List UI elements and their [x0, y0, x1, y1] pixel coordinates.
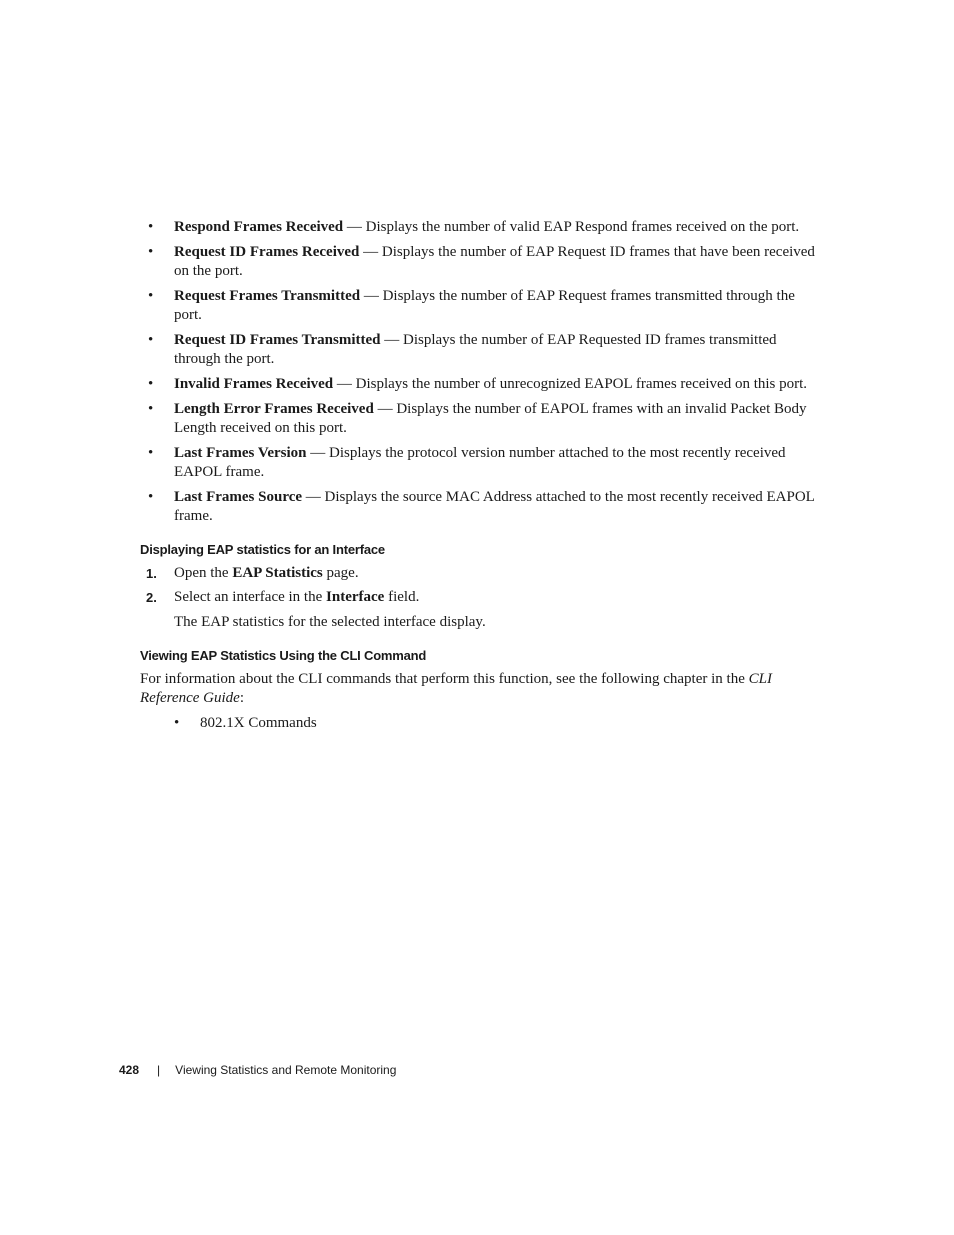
definition-list: [140, 218, 820, 526]
bullet-glyph: •: [174, 715, 180, 731]
description: Displays the number of EAPOL frames with an invalid Packet Body Length received on this port.: [174, 401, 807, 436]
list-item: [140, 400, 820, 438]
description: Displays the number of unrecognized EAPOL frames received on this port.: [355, 376, 808, 392]
term: Respond Frames Received: [174, 219, 344, 235]
footer-separator: |: [157, 1063, 161, 1077]
term: Request ID Frames Transmitted: [174, 332, 381, 348]
list-item: [140, 287, 820, 325]
term: Invalid Frames Received: [174, 376, 334, 392]
step-item: [140, 588, 820, 607]
dash: —: [380, 332, 404, 348]
bullet-glyph: •: [148, 332, 154, 348]
step-number: 1.: [146, 566, 157, 581]
paragraph-text: :: [239, 690, 244, 706]
term: Last Frames Source: [174, 489, 303, 505]
term: Last Frames Version: [174, 445, 307, 461]
description: Displays the number of valid EAP Respond frames received on the port.: [365, 219, 800, 235]
step-text: page.: [322, 565, 359, 581]
description: Displays the protocol version number attached to the most recently received EAPOL frame.: [174, 445, 786, 480]
list-item: [140, 714, 820, 733]
step-number: 2.: [146, 590, 157, 605]
description: Displays the number of EAP Request frames transmitted through the port.: [174, 288, 795, 323]
step-text: Select an interface in the: [174, 589, 327, 605]
list-item: [140, 331, 820, 369]
dash: —: [333, 376, 356, 392]
page-number: 428: [119, 1063, 140, 1077]
section-heading: Viewing EAP Statistics Using the CLI Command: [140, 648, 427, 663]
section-heading: Displaying EAP statistics for an Interface: [140, 542, 385, 557]
step-item: [140, 564, 820, 583]
chapter-title: Viewing Statistics and Remote Monitoring: [175, 1063, 397, 1077]
dash: —: [360, 288, 383, 304]
dash: —: [306, 445, 329, 461]
bullet-glyph: •: [148, 376, 154, 392]
bullet-glyph: •: [148, 489, 154, 505]
bullet-glyph: •: [148, 288, 154, 304]
step-text: Open the: [174, 565, 233, 581]
bullet-glyph: •: [148, 244, 154, 260]
page-footer: [119, 1062, 396, 1078]
bullet-glyph: •: [148, 219, 154, 235]
ui-reference: EAP Statistics: [232, 565, 323, 581]
list-item: [140, 444, 820, 482]
ui-reference: Interface: [326, 589, 385, 605]
dash: —: [343, 219, 366, 235]
step-list: [140, 564, 820, 607]
dash: —: [302, 489, 325, 505]
step-text: field.: [384, 589, 420, 605]
list-item: [140, 243, 820, 281]
list-item: [140, 488, 820, 526]
term: Request Frames Transmitted: [174, 288, 361, 304]
command-chapter: 802.1X Commands: [200, 715, 317, 731]
body-paragraph: [140, 670, 820, 708]
list-item: [140, 218, 820, 237]
step-result: The EAP statistics for the selected interface display.: [174, 614, 486, 630]
paragraph-text: For information about the CLI commands that perform this function, see the following chapter in the: [140, 671, 749, 687]
page-content: [140, 218, 820, 733]
description: Displays the number of EAP Request ID frames that have been received on the port.: [174, 244, 815, 279]
list-item: [140, 375, 820, 394]
dash: —: [373, 401, 397, 417]
dash: —: [359, 244, 382, 260]
description: Displays the source MAC Address attached to the most recently received EAPOL frame.: [174, 489, 815, 524]
bullet-glyph: •: [148, 445, 154, 461]
term: Request ID Frames Received: [174, 244, 360, 260]
description: Displays the number of EAP Requested ID frames transmitted through the port.: [174, 332, 777, 367]
term: Length Error Frames Received: [174, 401, 374, 417]
bullet-glyph: •: [148, 401, 154, 417]
command-list: [140, 714, 820, 733]
guide-title: CLI Reference Guide: [140, 671, 772, 706]
